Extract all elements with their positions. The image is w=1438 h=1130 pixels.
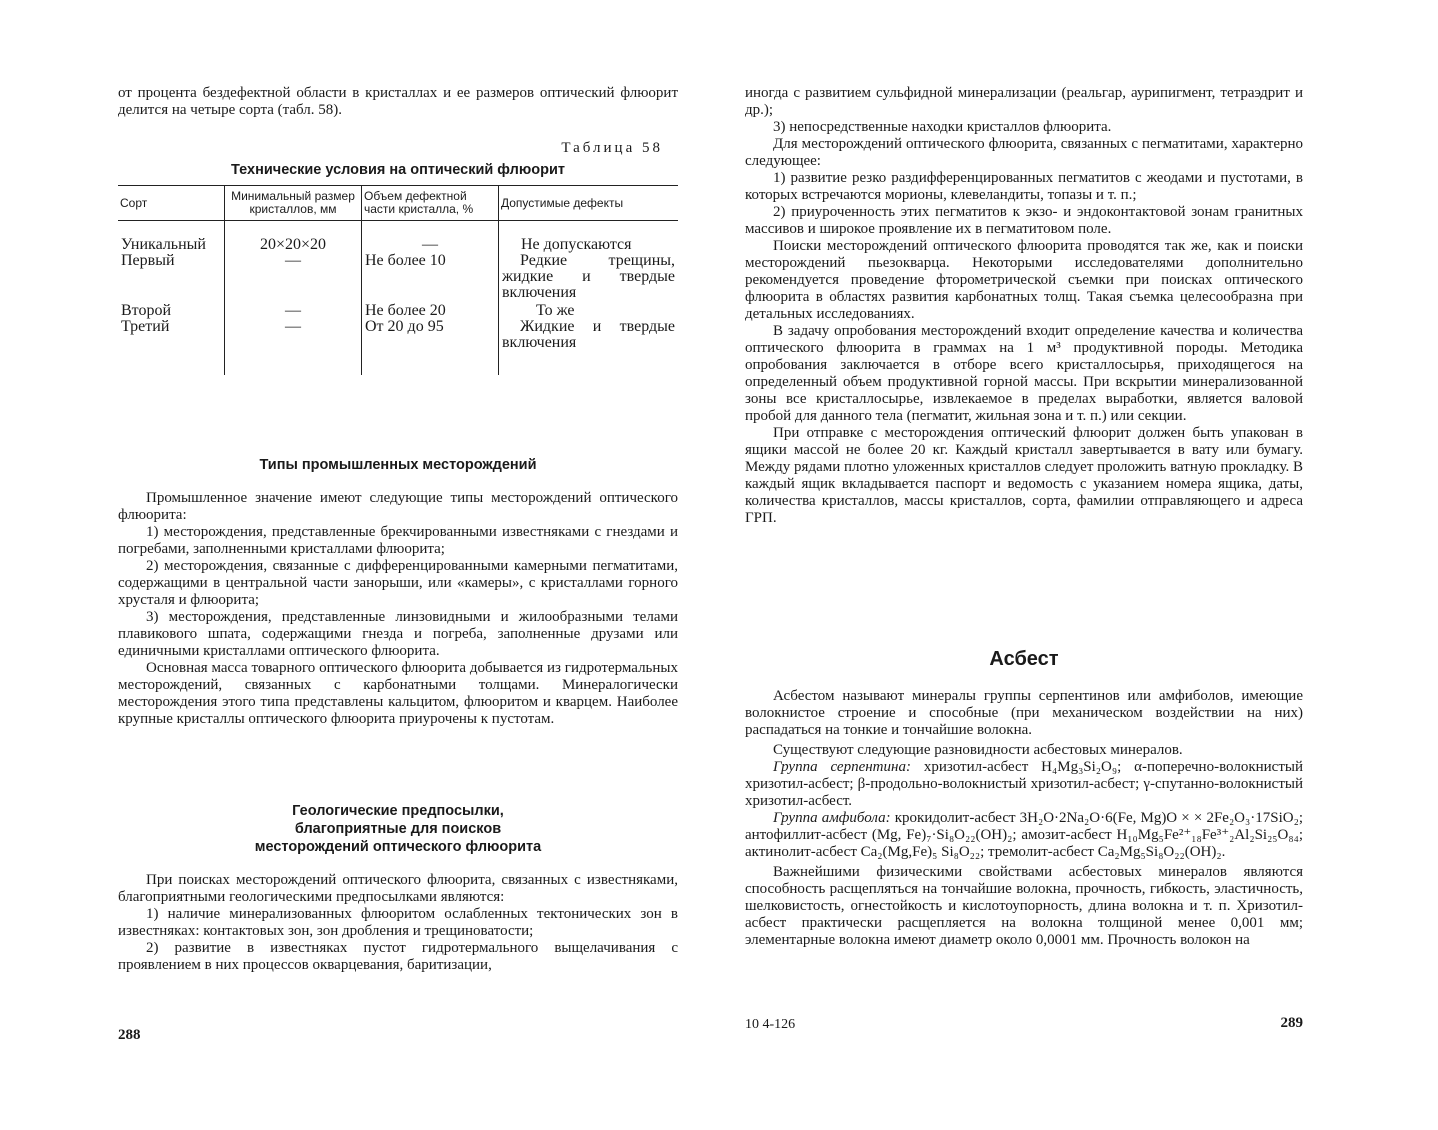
table-row bbox=[118, 253, 678, 301]
section-heading-geological-prerequisites bbox=[118, 802, 678, 856]
table-row bbox=[118, 301, 678, 319]
page-number: 289 bbox=[1280, 1015, 1303, 1031]
paragraph: 1) месторождения, представленные брекчированными известняками с гнездами и погребами, заполненными кристаллами флюорита; bbox=[118, 524, 678, 557]
intro-paragraph: от процента бездефектной области в кристаллах и ее размеров оптический флюорит делится на четыре сорта (табл. 58). bbox=[118, 85, 678, 118]
paragraph: Существуют следующие разновидности асбестовых минералов. bbox=[773, 742, 1183, 758]
table-cell: То же bbox=[499, 301, 679, 319]
page-number: 288 bbox=[118, 1027, 141, 1043]
table-caption: Таблица 58 bbox=[561, 140, 663, 156]
paragraph: Важнейшими физическими свойствами асбестовых минералов являются способность расщепляться на тончайшие волокна, прочность, гибкость, эластичность, шелковистость, огнестойкость и кислотоупорность, длина волокна и т. п. Хризотил-асбест практически расщепляется на волокна толщиной менее 0,001 мм; элементарные волокна имеют диаметр около 0,0001 мм. Прочность волокон на bbox=[745, 864, 1303, 948]
paragraph: 2) приуроченность этих пегматитов к экзо- и эндоконтактовой зонам гранитных массивов и широкое проявление их в пегматитовом поле. bbox=[745, 204, 1303, 237]
table-cell: 20×20×20 bbox=[225, 221, 362, 254]
table-row bbox=[118, 221, 678, 254]
table-cell: Не более 10 bbox=[362, 253, 499, 301]
serpentine-text: хризотил-асбест H₄Mg₃Si₂O₉; α-поперечно-волокнистый хризотил-асбест; β-продольно-волокнистый хризотил-асбест; γ-спутанно-волокнистый хризотил-асбест. bbox=[745, 759, 1304, 809]
table-cell: Не более 20 bbox=[362, 301, 499, 319]
section-heading-deposit-types: Типы промышленных месторождений bbox=[259, 457, 537, 473]
paragraph-amphibole bbox=[745, 810, 1303, 861]
table-cell: Первый bbox=[121, 252, 175, 269]
table-header-grade: Сорт bbox=[118, 186, 225, 221]
table-cell: Жидкие и твердые включения bbox=[499, 319, 679, 375]
paragraph: иногда с развитием сульфидной минерализации (реальгар, аурипигмент, тетраэдрит и др.); bbox=[745, 85, 1303, 118]
paragraph: Асбестом называют минералы группы серпентинов или амфиболов, имеющие волокнистое строение и способные (при механическом воздействии на них) распадаться на тонкие и тончайшие волокна. bbox=[745, 688, 1303, 738]
table-cell: — bbox=[362, 221, 499, 254]
deposit-types-text bbox=[118, 490, 678, 728]
table-cell: От 20 до 95 bbox=[362, 319, 499, 375]
paragraph: При поисках месторождений оптического флюорита, связанных с известняками, благоприятными геологическими предпосылками являются: bbox=[118, 872, 678, 905]
table-cell: Уникальный bbox=[121, 236, 206, 253]
section-heading-asbestos: Асбест bbox=[989, 648, 1059, 670]
table-row bbox=[118, 319, 678, 375]
paragraph: В задачу опробования месторождений входит определение качества и количества оптического флюорита в граммах на 1 м³ продуктивной породы. Методика опробования заключается в отборе всего кристаллосырья, приходящегося на определенный объем продуктивной горной массы. При вскрытии минерализованной зоны все кристаллосырье, извлекаемое в пределах выработки, является валовой пробой для данного тела (пегматит, жильная зона и т. п.) или секции. bbox=[745, 323, 1303, 424]
table-cell: Второй bbox=[121, 302, 172, 319]
paragraph-serpentine bbox=[745, 759, 1303, 810]
table-header-min-size: Минимальный размер кристаллов, мм bbox=[225, 186, 362, 221]
table-header-allowed-defects: Допустимые дефекты bbox=[499, 186, 679, 221]
table-title: Технические условия на оптический флюорит bbox=[231, 162, 565, 178]
paragraph: При отправке с месторождения оптический флюорит должен быть упакован в ящики массой не более 20 кг. Каждый кристалл завертывается в вату или бумагу. Между рядами плотно уложенных кристаллов следует проложить ватную прокладку. В каждый ящик вкладывается паспорт и ведомость с указанием номера ящика, даты, количества кристаллов, массы кристаллов, сорта, фамилии отправляющего и адреса ГРП. bbox=[745, 425, 1303, 526]
paragraph: Поиски месторождений оптического флюорита проводятся так же, как и поиски месторождений пьезокварца. Некоторыми исследователями дополнительно рекомендуется проведение фторометрической съемки при поисках оптического флюорита в областях развития карбонатных толщ. Такая съемка целесообразна при детальных исследованиях. bbox=[745, 238, 1303, 322]
serpentine-label: Группа серпентина: bbox=[773, 759, 911, 775]
asbestos-text bbox=[745, 688, 1303, 949]
table-header-defect-volume: Объем дефектной части кристалла, % bbox=[362, 186, 499, 221]
paragraph: Для месторождений оптического флюорита, связанных с пегматитами, характерно следующее: bbox=[745, 136, 1303, 169]
heading-line: месторождений оптического флюорита bbox=[254, 839, 542, 855]
fluorite-table bbox=[118, 185, 678, 375]
paragraph: Основная масса товарного оптического флюорита добывается из гидротермальных месторождений, связанных с карбонатными толщами. Минералогически месторождения этого типа представлены кальцитом, флюоритом и кварцем. Наиболее крупные кристаллы оптического флюорита приурочены к пустотам. bbox=[118, 660, 678, 727]
heading-line: благоприятные для поисков bbox=[294, 821, 502, 837]
geological-prerequisites-text bbox=[118, 872, 678, 974]
paragraph: Промышленное значение имеют следующие типы месторождений оптического флюорита: bbox=[118, 490, 678, 523]
table-cell: Не допускаются bbox=[499, 221, 679, 254]
amphibole-label: Группа амфибола: bbox=[773, 810, 891, 826]
heading-line: Геологические предпосылки, bbox=[292, 803, 504, 819]
table-cell: Редкие трещины, жидкие и твердые включения bbox=[499, 253, 679, 301]
table-cell: — bbox=[225, 253, 362, 301]
right-top-text bbox=[745, 85, 1303, 527]
paragraph: 3) месторождения, представленные линзовидными и жилообразными телами плавикового шпата, содержащими гнезда и погреба, заполненные друзами или единичными кристаллами оптического флюорита. bbox=[118, 609, 678, 659]
paragraph: 1) наличие минерализованных флюоритом ослабленных тектонических зон в известняках: контактовых зон, зон дробления и трещиноватости; bbox=[118, 906, 678, 939]
paragraph: 2) месторождения, связанные с дифференцированными камерными пегматитами, содержащими в центральной части занорыши, или «камеры», с кристаллами горного хрусталя и флюорита; bbox=[118, 558, 678, 608]
printer-signature: 10 4-126 bbox=[745, 1017, 796, 1032]
table-cell: — bbox=[225, 319, 362, 375]
paragraph: 1) развитие резко раздифференцированных пегматитов с жеодами и пустотами, в которых встречаются морионы, клевеландиты, топазы и т. п.; bbox=[745, 170, 1303, 203]
amphibole-text: крокидолит-асбест 3H₂O·2Na₂O·6(Fe, Mg)O × × 2Fe₂O₃·17SiO₂; антофиллит-асбест (Mg, Fe)₇·Si₈O₂₂(OH)₂; амозит-асбест H₁₀Mg₅Fe²⁺₁₈Fe³⁺₂Al₂Si₂₅O₈₄; актинолит-асбест Ca₂(Mg,Fe)₅ Si₈O₂₂; тремолит-асбест Ca₂Mg₅Si₈O₂₂(OH)₂. bbox=[745, 810, 1303, 860]
paragraph: 3) непосредственные находки кристаллов флюорита. bbox=[773, 119, 1112, 135]
table-cell: Третий bbox=[121, 318, 170, 335]
table-cell: — bbox=[225, 301, 362, 319]
paragraph: 2) развитие в известняках пустот гидротермального выщелачивания с проявлением в них процессов окварцевания, баритизации, bbox=[118, 940, 678, 973]
